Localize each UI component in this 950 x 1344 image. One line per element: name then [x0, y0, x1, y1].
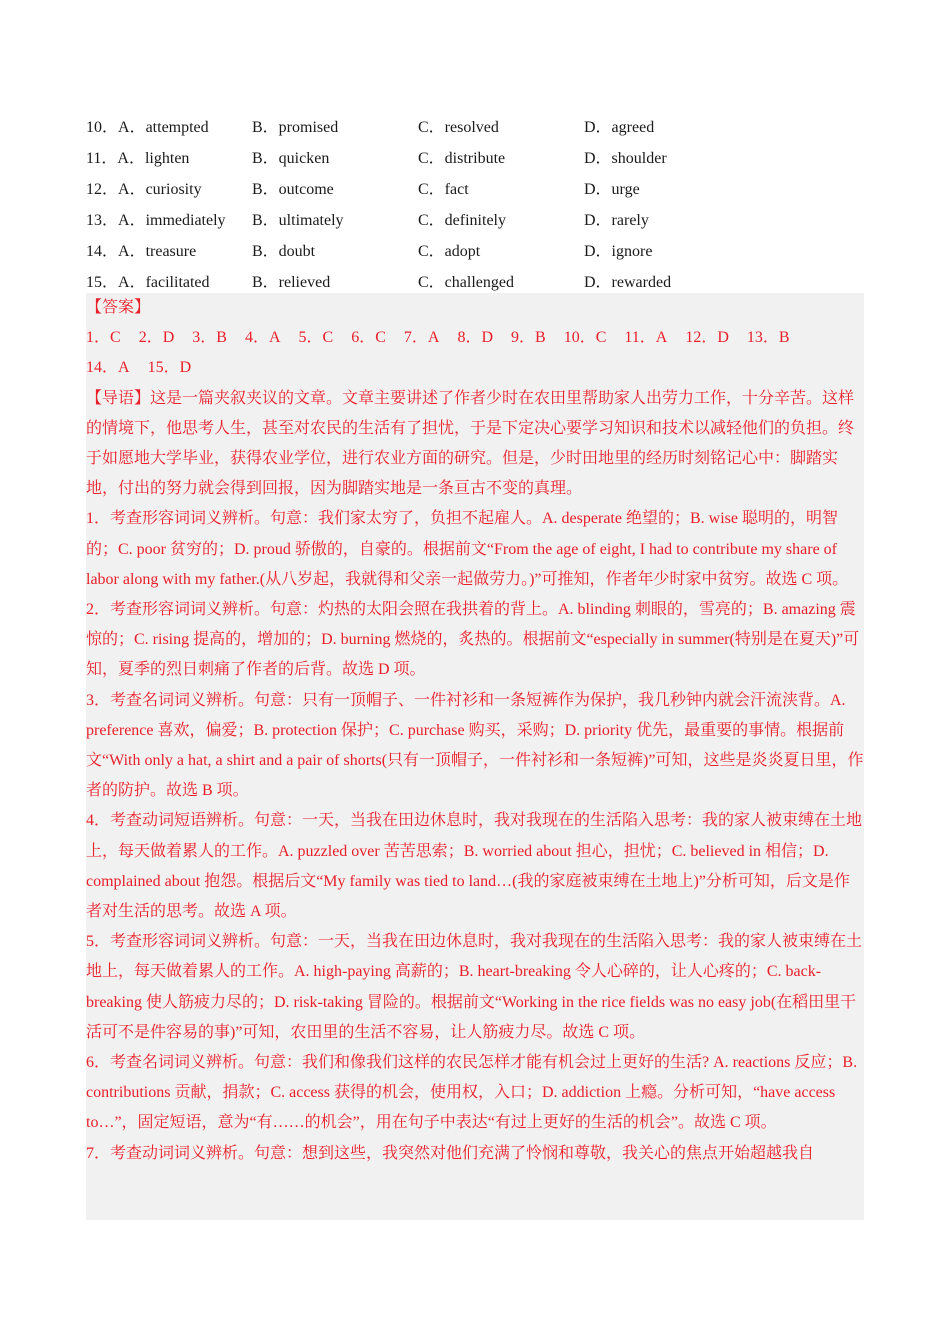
intro-paragraph: 【导语】这是一篇夹叙夹议的文章。文章主要讲述了作者少时在农田里帮助家人出劳力工作，十分辛苦。这样的情境下，他思考人生，甚至对农民的生活有了担忧，于是下定决心要学习知识和技术以减轻他们的负担。终于如愿地大学毕业，获得农业学位，进行农业方面的研究。但是，少时田地里的经历时刻铭记心中：脚踏实地，付出的努力就会得到回报，因为脚踏实地是一条亘古不变的真理。: [86, 389, 855, 498]
answer-key-item: 9．B: [511, 329, 546, 347]
answer-section: [86, 293, 864, 1220]
explanation-paragraph: 1．考查形容词词义辨析。句意：我们家太穷了，负担不起雇人。A. desperate 绝望的；B. wise 聪明的，明智的；C. poor 贫穷的；D. proud 骄傲的，自豪的。根据前文“From the age of eight, I had to contribute my share of labor along with my father.(从八岁起，我就得和父亲一起做劳力。)”可推知，作者年少时家中贫穷。故选 C 项。: [86, 510, 849, 588]
explanation-paragraph: 6．考查名词词义辨析。句意：我们和像我们这样的农民怎样才能有机会过上更好的生活? A. reactions 反应；B. contributions 贡献，捐款；C. access 获得的机会，使用权，入口；D. addiction 上瘾。分析可知，“have access to…”，固定短语，意为“有……的机会”，用在句子中表达“有过上更好的生活的机会”。故选 C 项。: [86, 1054, 858, 1132]
explanation-paragraph: 3．考查名词词义辨析。句意：只有一顶帽子、一件衬衫和一条短裤作为保护，我几秒钟内就会汗流浃背。A. preference 喜欢，偏爱；B. protection 保护；C. purchase 购买，采购；D. priority 优先，最重要的事情。根据前文“With only a hat, a shirt and a pair of shorts(只有一顶帽子，一件衬衫和一条短裤)”可知，这些是炎炎夏日里，作者的防护。故选 B 项。: [86, 691, 864, 800]
explanation-paragraph: 2．考查形容词词义辨析。句意：灼热的太阳会照在我拱着的背上。A. blinding 刺眼的，雪亮的；B. amazing 震惊的；C. rising 提高的，增加的；D. burning 燃烧的，炙热的。根据前文“especially in summer(特别是在夏天)”可知，夏季的烈日刺痛了作者的后背。故选 D 项。: [86, 601, 860, 679]
option-d: D．agreed: [584, 119, 655, 136]
answer-key-item: 1．C: [86, 329, 121, 347]
answer-key-item: 15．D: [147, 359, 192, 377]
answer-key-item: 8．D: [457, 329, 493, 347]
option-d: D．rewarded: [584, 274, 672, 291]
option-c: C．resolved: [418, 119, 499, 136]
option-c: C．adopt: [418, 243, 481, 260]
option-row: [86, 172, 866, 203]
question-number: 12．: [86, 181, 119, 198]
explanation-paragraph: 5．考查形容词词义辨析。句意：一天，当我在田边休息时，我对我现在的生活陷入思考：我的家人被束缚在土地上，每天做着累人的工作。A. high-paying 高薪的；B. heart-breaking 令人心碎的，让人心疼的；C. back-breaking 使人筋疲力尽的；D. risk-taking 冒险的。根据前文“Working in the rice fields was no easy job(在稻田里干活可不是件容易的事)”可知，农田里的生活不容易，让人筋疲力尽。故选 C 项。: [86, 933, 863, 1041]
option-a: [86, 207, 252, 230]
answer-key-item: 5．C: [298, 329, 334, 347]
option-d: D．rarely: [584, 212, 649, 229]
explanation-paragraph: 4．考查动词短语辨析。句意：一天，当我在田边休息时，我对我现在的生活陷入思考：我的家人被束缚在土地上，每天做着累人的工作。A. puzzled over 苦苦思索；B. worried about 担心，担忧；C. believed in 相信；D. complained about 抱怨。根据后文“My family was tied to land…(我的家庭被束缚在土地上)”分析可知，后文是作者对生活的思考。故选 A 项。: [86, 812, 863, 921]
option-a-text: A．treasure: [118, 243, 197, 260]
option-c: C．challenged: [418, 274, 514, 291]
answer-key-item: 6．C: [351, 329, 386, 347]
answer-key-item: 10．C: [563, 329, 607, 347]
option-row: [86, 141, 866, 172]
question-number: 15．: [86, 274, 119, 291]
question-number: 13．: [86, 212, 119, 229]
option-b: B．quicken: [252, 150, 330, 167]
answer-key-item: 7．A: [403, 329, 440, 347]
answer-key: [86, 323, 864, 383]
option-b: B．promised: [252, 119, 339, 136]
answer-key-item: 2．D: [138, 329, 175, 347]
option-b: B．ultimately: [252, 212, 344, 229]
answer-key-item: 3．B: [192, 329, 227, 347]
options-list: [86, 110, 866, 296]
answer-key-item: 14．A: [86, 359, 130, 377]
option-a: [86, 176, 252, 199]
option-row: [86, 265, 866, 296]
option-c: C．fact: [418, 181, 469, 198]
option-b: B．relieved: [252, 274, 331, 291]
option-a-text: A．immediately: [118, 212, 226, 229]
option-row: [86, 203, 866, 234]
question-number: 10．: [86, 119, 119, 136]
option-d: D．ignore: [584, 243, 653, 260]
option-row: [86, 234, 866, 265]
question-number: 14．: [86, 243, 119, 260]
explanation-paragraph: 7．考查动词词义辨析。句意：想到这些，我突然对他们充满了怜悯和尊敬，我关心的焦点开始超越我自: [86, 1144, 815, 1162]
option-b: B．doubt: [252, 243, 316, 260]
option-d: D．urge: [584, 181, 640, 198]
answer-key-item: 4．A: [244, 329, 281, 347]
option-c: C．distribute: [418, 150, 506, 167]
option-a: [86, 238, 252, 261]
option-a-text: A．facilitated: [118, 274, 210, 291]
option-d: D．shoulder: [584, 150, 667, 167]
answer-key-item: 13．B: [746, 329, 790, 347]
option-row: [86, 110, 866, 141]
answer-key-item: 12．D: [685, 329, 729, 347]
option-b: B．outcome: [252, 181, 334, 198]
option-a-text: A．lighten: [117, 150, 190, 167]
question-number: 11．: [86, 150, 118, 167]
option-a-text: A．curiosity: [118, 181, 202, 198]
option-c: C．definitely: [418, 212, 506, 229]
answer-heading: 【答案】: [86, 299, 151, 316]
answer-key-item: 11．A: [624, 329, 668, 347]
option-a: [86, 114, 252, 137]
option-a-text: A．attempted: [118, 119, 209, 136]
option-a: [86, 145, 252, 168]
option-a: [86, 269, 252, 292]
